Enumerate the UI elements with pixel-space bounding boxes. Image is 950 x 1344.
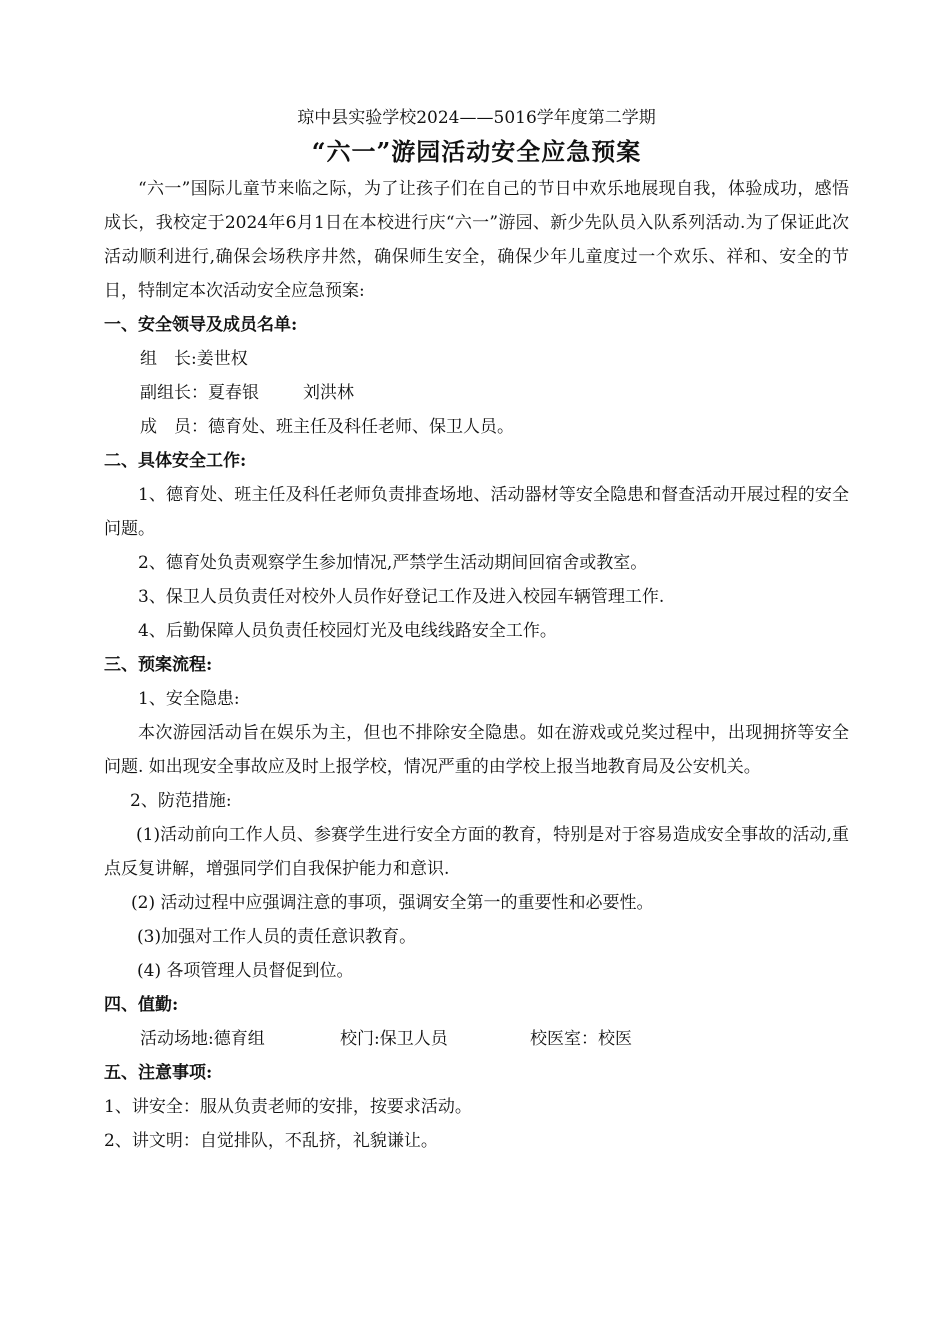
section2-item: 1、德育处、班主任及科任老师负责排查场地、活动器材等安全隐患和督查活动开展过程的安全问题。: [104, 485, 849, 539]
section4-heading: 四、值勤:: [104, 995, 179, 1015]
section2-item: 2、德育处负责观察学生参加情况,严禁学生活动期间回宿舍或教室。: [138, 553, 648, 573]
duty-item: 活动场地:德育组: [140, 1029, 265, 1049]
section3-sub2: 2、防范措施:: [130, 791, 232, 811]
leader-line: 组 长:姜世权: [140, 349, 248, 369]
measure-item: (4) 各项管理人员督促到位。: [137, 961, 354, 981]
duty-item: 校门:保卫人员: [340, 1029, 448, 1049]
document-subtitle: 琼中县实验学校2024——5016学年度第二学期: [297, 108, 656, 128]
section2-item: 4、后勤保障人员负责任校园灯光及电线线路安全工作。: [138, 621, 557, 641]
document-title: “六一”游园活动安全应急预案: [311, 137, 642, 166]
section1-heading: 一、安全领导及成员名单:: [104, 315, 298, 335]
document-page: [104, 104, 849, 1158]
deputy-line: [104, 376, 849, 410]
intro-paragraph: “六一”国际儿童节来临之际，为了让孩子们在自己的节日中欢乐地展现自我，体验成功，感悟成长，我校定于2024年6月1日在本校进行庆“六一”游园、新少先队员入队系列活动.为了保证此次活动顺利进行,确保会场秩序井然，确保师生安全，确保少年儿童度过一个欢乐、祥和、安全的节日，特制定本次活动安全应急预案:: [104, 179, 849, 301]
measure-item: (3)加强对工作人员的责任意识教育。: [137, 927, 417, 947]
section3-sub1-text: 本次游园活动旨在娱乐为主，但也不排除安全隐患。如在游戏或兑奖过程中，出现拥挤等安全问题. 如出现安全事故应及时上报学校，情况严重的由学校上报当地教育局及公安机关。: [104, 723, 849, 777]
members-line: 成 员：德育处、班主任及科任老师、保卫人员。: [140, 417, 514, 437]
measure-item: (1)活动前向工作人员、参赛学生进行安全方面的教育，特别是对于容易造成安全事故的活动,重点反复讲解，增强同学们自我保护能力和意识.: [104, 825, 849, 879]
measure-item: (2) 活动过程中应强调注意的事项，强调安全第一的重要性和必要性。: [131, 893, 654, 913]
notice-item: 1、讲安全：服从负责老师的安排，按要求活动。: [104, 1097, 472, 1117]
deputy-label: 副组长：夏春银: [140, 383, 259, 403]
deputy-second: 刘洪林: [303, 383, 354, 403]
section5-heading: 五、注意事项:: [104, 1063, 213, 1083]
section3-heading: 三、预案流程:: [104, 655, 213, 675]
notice-item: 2、讲文明：自觉排队，不乱挤，礼貌谦让。: [104, 1131, 438, 1151]
section2-heading: 二、具体安全工作:: [104, 451, 247, 471]
section2-item: 3、保卫人员负责任对校外人员作好登记工作及进入校园车辆管理工作.: [138, 587, 665, 607]
duty-item: 校医室：校医: [530, 1029, 632, 1049]
duty-row: [104, 1022, 849, 1056]
section3-sub1: 1、安全隐患:: [138, 689, 240, 709]
